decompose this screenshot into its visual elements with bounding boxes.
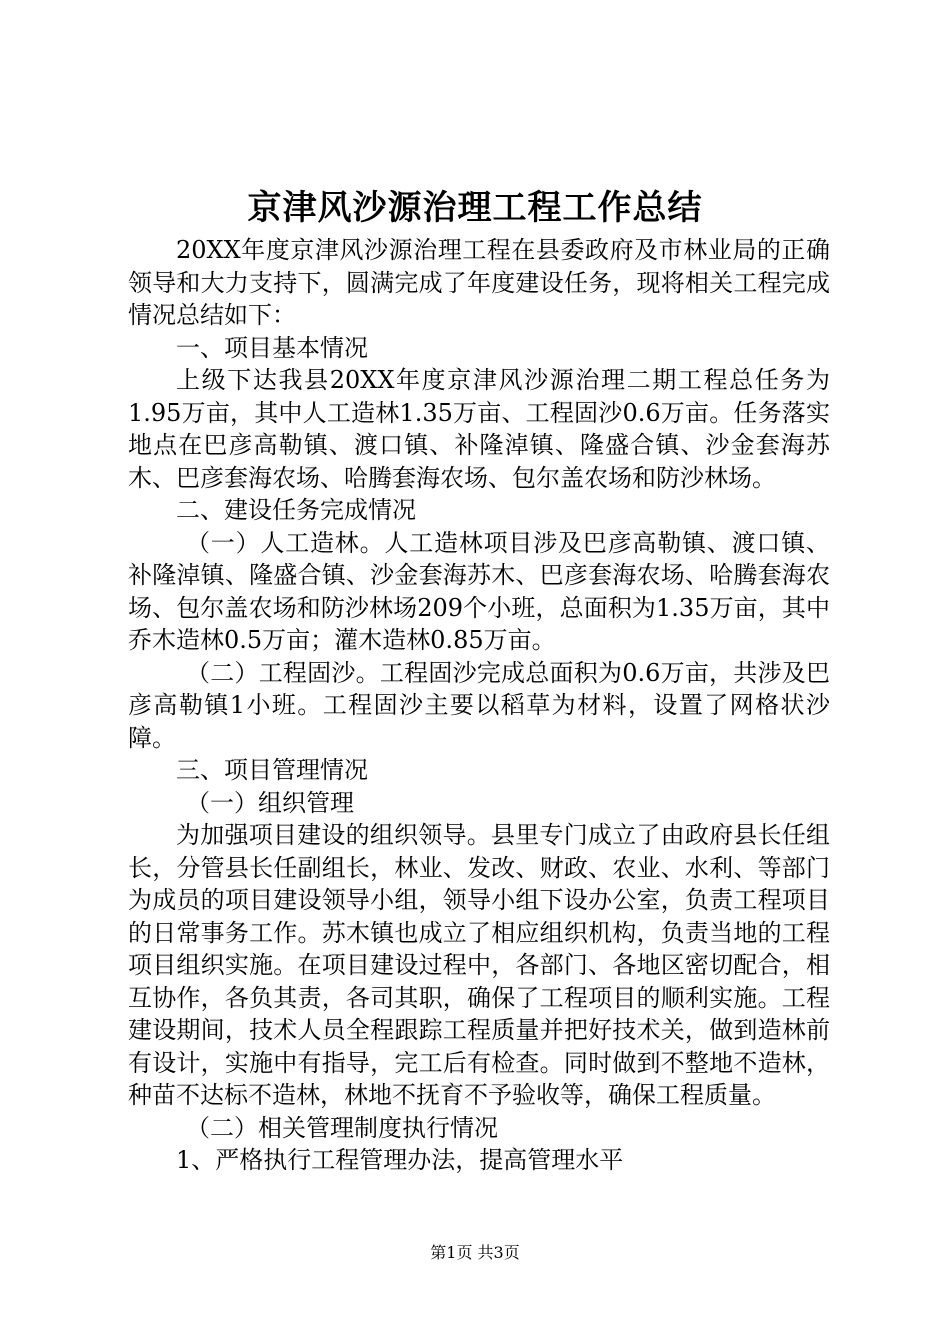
section-heading-basic-info: 一、项目基本情况	[176, 333, 368, 362]
subsection-heading-organization: （一）组织管理	[186, 788, 354, 817]
paragraph-sand-fixation: （二）工程固沙。工程固沙完成总面积为0.6万亩，共涉及巴彦高勒镇1小班。工程固沙主要以稻草为材料，设置了网格状沙障。	[128, 658, 830, 752]
document-title: 京津风沙源治理工程工作总结	[247, 188, 703, 228]
paragraph-afforestation: （一）人工造林。人工造林项目涉及巴彦高勒镇、渡口镇、补隆淖镇、隆盛合镇、沙金套海苏木、巴彦套海农场、哈腾套海农场、包尔盖农场和防沙林场209个小班，总面积为1.35万亩，其中乔木造林0.5万亩；灌木造林0.85万亩。	[128, 528, 830, 654]
subsection-heading-regulations: （二）相关管理制度执行情况	[186, 1113, 498, 1142]
paragraph-basic-info: 上级下达我县20XX年度京津风沙源治理二期工程总任务为1.95万亩，其中人工造林1.35万亩、工程固沙0.6万亩。任务落实地点在巴彦高勒镇、渡口镇、补隆淖镇、隆盛合镇、沙金套海苏木、巴彦套海农场、哈腾套海农场、包尔盖农场和防沙林场。	[128, 366, 830, 492]
section-heading-management: 三、项目管理情况	[176, 756, 368, 784]
paragraph-intro: 20XX年度京津风沙源治理工程在县委政府及市林业局的正确领导和大力支持下，圆满完成了年度建设任务，现将相关工程完成情况总结如下：	[128, 236, 830, 329]
section-heading-task-completion: 二、建设任务完成情况	[176, 496, 416, 524]
list-item-regulations-1: 1、严格执行工程管理办法，提高管理水平	[176, 1146, 624, 1174]
document-body	[128, 234, 830, 1177]
page-number-footer: 第1页 共3页	[430, 1243, 520, 1262]
paragraph-organization: 为加强项目建设的组织领导。县里专门成立了由政府县长任组长，分管县长任副组长，林业、发改、财政、农业、水利、等部门为成员的项目建设领导小组，领导小组下设办公室，负责工程项目的日常事务工作。苏木镇也成立了相应组织机构，负责当地的工程项目组织实施。在项目建设过程中，各部门、各地区密切配合，相互协作，各负其责，各司其职，确保了工程项目的顺利实施。工程建设期间，技术人员全程跟踪工程质量并把好技术关，做到造林前有设计，实施中有指导，完工后有检查。同时做到不整地不造林，种苗不达标不造林，林地不抚育不予验收等，确保工程质量。	[128, 821, 830, 1109]
